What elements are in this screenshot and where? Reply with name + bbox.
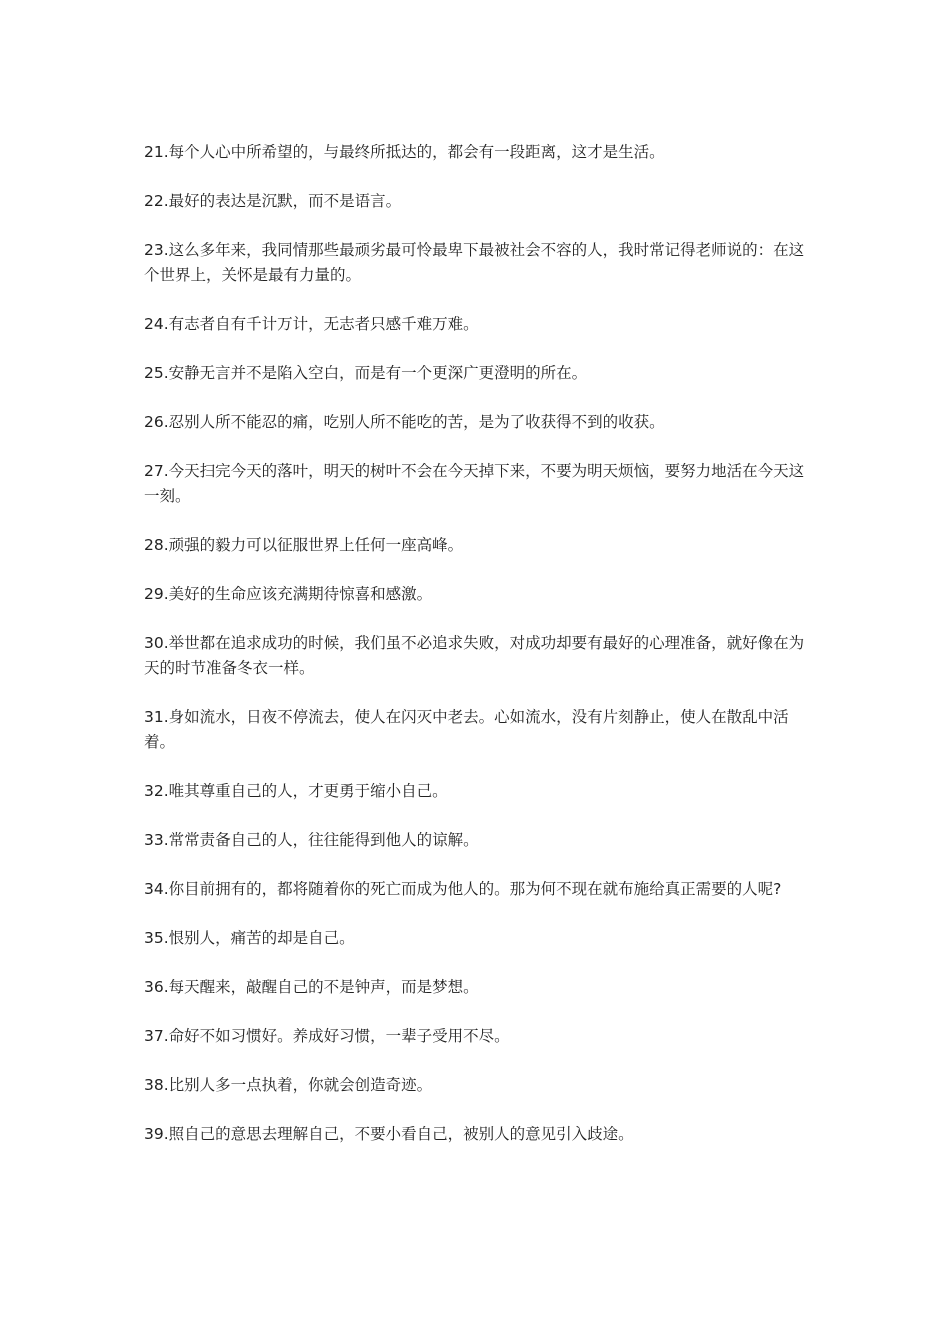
- quote-33: 33.常常责备自己的人，往往能得到他人的谅解。: [144, 831, 479, 849]
- quote-37: 37.命好不如习惯好。养成好习惯，一辈子受用不尽。: [144, 1027, 510, 1045]
- quote-39: 39.照自己的意思去理解自己，不要小看自己，被别人的意见引入歧途。: [144, 1125, 634, 1143]
- quote-30: 30.举世都在追求成功的时候，我们虽不必追求失败，对成功却要有最好的心理准备，就好像在为天的时节准备冬衣一样。: [144, 634, 805, 677]
- quote-23: 23.这么多年来，我同情那些最顽劣最可怜最卑下最被社会不容的人，我时常记得老师说的：在这个世界上，关怀是最有力量的。: [144, 241, 805, 284]
- quote-32: 32.唯其尊重自己的人，才更勇于缩小自己。: [144, 782, 448, 800]
- quote-27: 27.今天扫完今天的落叶，明天的树叶不会在今天掉下来，不要为明天烦恼，要努力地活在今天这一刻。: [144, 462, 805, 505]
- quote-29: 29.美好的生命应该充满期待惊喜和感激。: [144, 585, 433, 603]
- quote-list: [144, 140, 814, 1171]
- quote-31: 31.身如流水，日夜不停流去，使人在闪灭中老去。心如流水，没有片刻静止，使人在散乱中活着。: [144, 708, 789, 751]
- quote-34: 34.你目前拥有的，都将随着你的死亡而成为他人的。那为何不现在就布施给真正需要的人呢?: [144, 880, 782, 898]
- quote-35: 35.恨别人，痛苦的却是自己。: [144, 929, 355, 947]
- quote-36: 36.每天醒来，敲醒自己的不是钟声，而是梦想。: [144, 978, 479, 996]
- quote-26: 26.忍别人所不能忍的痛，吃别人所不能吃的苦，是为了收获得不到的收获。: [144, 413, 665, 431]
- quote-22: 22.最好的表达是沉默，而不是语言。: [144, 192, 402, 210]
- quote-21: 21.每个人心中所希望的，与最终所抵达的，都会有一段距离，这才是生活。: [144, 143, 665, 161]
- quote-25: 25.安静无言并不是陷入空白，而是有一个更深广更澄明的所在。: [144, 364, 588, 382]
- quote-38: 38.比别人多一点执着，你就会创造奇迹。: [144, 1076, 433, 1094]
- quote-28: 28.顽强的毅力可以征服世界上任何一座高峰。: [144, 536, 464, 554]
- quote-24: 24.有志者自有千计万计，无志者只感千难万难。: [144, 315, 479, 333]
